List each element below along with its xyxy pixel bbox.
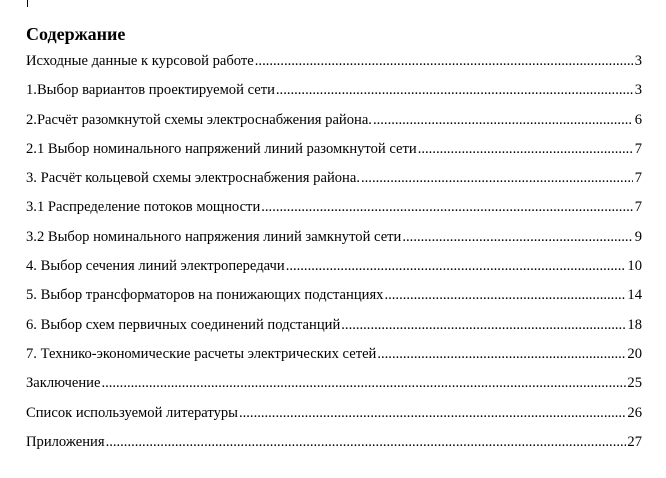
toc-entry-text: 2.1 Выбор номинального напряжений линий разомкнутой сети: [26, 140, 417, 157]
toc-entry-page: 25: [627, 375, 642, 392]
toc-entry[interactable]: [26, 109, 642, 129]
toc-entry-text: 1.Выбор вариантов проектируемой сети: [26, 82, 275, 99]
toc-entry[interactable]: [26, 343, 642, 363]
toc-entry-text: 2.Расчёт разомкнутой схемы электроснабжения района.: [26, 111, 372, 128]
toc-entry-text: 5. Выбор трансформаторов на понижающих подстанциях: [26, 287, 384, 304]
toc-entry-text: 6. Выбор схем первичных соединений подстанций: [26, 316, 341, 333]
toc-leader-dots: [402, 228, 633, 246]
toc-entry-page: 7: [634, 140, 642, 157]
toc-entry-page: 9: [634, 228, 642, 245]
toc-entry[interactable]: [26, 255, 642, 275]
toc-leader-dots: [286, 257, 627, 275]
toc-entry-text: 3.2 Выбор номинального напряжения линий замкнутой сети: [26, 228, 402, 245]
toc-entry-page: 3: [634, 53, 642, 69]
toc-leader-dots: [373, 111, 633, 129]
toc-entry[interactable]: [26, 372, 642, 392]
toc-list: [26, 50, 642, 460]
toc-entry[interactable]: [26, 138, 642, 158]
toc-leader-dots: [261, 198, 633, 216]
toc-entry-page: 3: [634, 82, 642, 99]
toc-entry-page: 26: [627, 404, 642, 421]
toc-entry[interactable]: [26, 314, 642, 334]
toc-entry-page: 18: [627, 316, 642, 333]
toc-entry[interactable]: [26, 402, 642, 422]
toc-entry[interactable]: [26, 79, 642, 99]
toc-entry-text: Исходные данные к курсовой работе: [26, 53, 254, 69]
toc-leader-dots: [239, 404, 626, 422]
toc-leader-dots: [361, 169, 633, 187]
toc-entry-page: 6: [634, 111, 642, 128]
toc-entry-page: 10: [627, 258, 642, 275]
toc-leader-dots: [255, 52, 633, 70]
toc-leader-dots: [377, 345, 626, 363]
toc-entry-page: 7: [634, 170, 642, 187]
toc-leader-dots: [101, 374, 626, 392]
toc-entry-text: 7. Технико-экономические расчеты электрических сетей: [26, 345, 377, 362]
toc-leader-dots: [384, 286, 626, 304]
toc-entry-text: 3.1 Распределение потоков мощности: [26, 199, 261, 216]
toc-title: Содержание: [26, 24, 126, 44]
toc-entry[interactable]: [26, 431, 642, 451]
toc-leader-dots: [276, 81, 633, 99]
toc-entry-page: 14: [627, 287, 642, 304]
toc-entry-page: 20: [627, 345, 642, 362]
text-cursor: [27, 0, 28, 7]
toc-entry-page: 7: [634, 199, 642, 216]
toc-entry[interactable]: [26, 196, 642, 216]
toc-entry-text: Заключение: [26, 375, 101, 392]
toc-entry-text: 4. Выбор сечения линий электропередачи: [26, 258, 285, 275]
toc-leader-dots: [341, 316, 626, 334]
toc-entry-text: Приложения: [26, 433, 105, 450]
toc-entry-text: 3. Расчёт кольцевой схемы электроснабжения района.: [26, 170, 360, 187]
toc-entry[interactable]: [26, 284, 642, 304]
toc-entry-page: 27: [627, 433, 642, 450]
toc-entry[interactable]: [26, 226, 642, 246]
toc-leader-dots: [418, 140, 633, 158]
toc-entry[interactable]: [26, 167, 642, 187]
toc-entry[interactable]: [26, 50, 642, 70]
toc-leader-dots: [106, 433, 627, 451]
toc-entry-text: Список используемой литературы: [26, 404, 238, 421]
